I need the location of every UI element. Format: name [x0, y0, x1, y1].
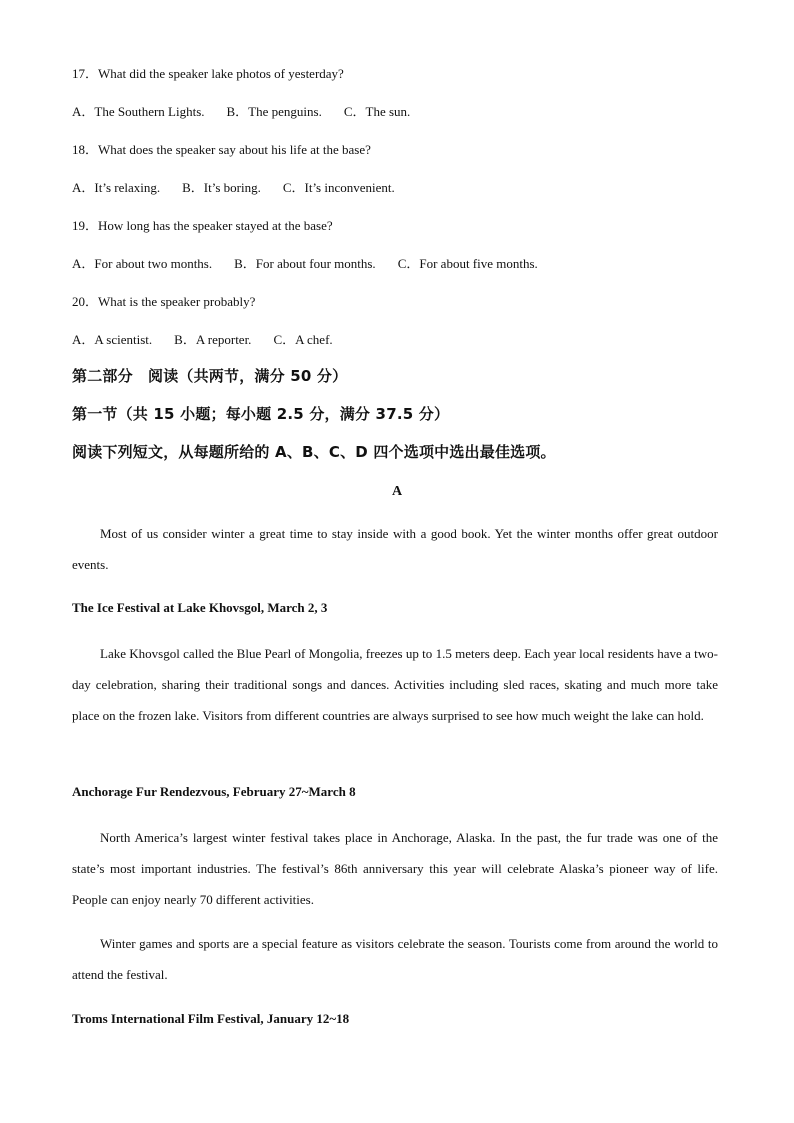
- q17-option-b: B．The penguins.: [226, 104, 322, 119]
- reading-instruction: 阅读下列短文，从每题所给的 A、B、C、D 四个选项中选出最佳选项。: [72, 443, 556, 461]
- paragraph-ice-festival: [72, 638, 718, 731]
- question-17-stem: 17．What did the speaker lake photos of yesterday?: [72, 66, 344, 81]
- section-one-title: 第一节（共 15 小题；每小题 2.5 分，满分 37.5 分）: [72, 405, 450, 423]
- passage-intro: [72, 518, 718, 580]
- question-20-options: [72, 332, 333, 348]
- event-heading-film-festival: Troms International Film Festival, January 12~18: [72, 1011, 350, 1026]
- q17-option-c: C．The sun.: [343, 104, 411, 119]
- q18-option-c: C．It’s inconvenient.: [282, 180, 395, 195]
- q20-option-c: C．A chef.: [273, 332, 333, 347]
- q20-option-a: A．A scientist.: [72, 332, 153, 347]
- q19-option-c: C．For about five months.: [397, 256, 538, 271]
- question-19-options: [72, 256, 538, 272]
- question-18-options: [72, 180, 395, 196]
- question-18-stem: 18．What does the speaker say about his life at the base?: [72, 142, 371, 157]
- question-17-options: [72, 104, 410, 120]
- passage-label: A: [391, 484, 403, 499]
- question-20-stem: 20．What is the speaker probably?: [72, 294, 256, 309]
- q20-option-b: B．A reporter.: [174, 332, 252, 347]
- passage-intro-text: Most of us consider winter a great time to stay inside with a good book. Yet the winter months offer great outdoor events.: [72, 526, 718, 572]
- q19-option-b: B．For about four months.: [234, 256, 376, 271]
- paragraph-fur-rendezvous: [72, 822, 718, 915]
- paragraph-winter-games: [72, 928, 718, 990]
- event-heading-fur-rendezvous: Anchorage Fur Rendezvous, February 27~March 8: [72, 784, 356, 799]
- q17-option-a: A．The Southern Lights.: [72, 104, 205, 119]
- question-19-stem: 19．How long has the speaker stayed at the base?: [72, 218, 333, 233]
- q18-option-b: B．It’s boring.: [182, 180, 261, 195]
- paragraph-winter-games-text: Winter games and sports are a special feature as visitors celebrate the season. Tourists come from around the world to attend the festival.: [72, 936, 718, 982]
- event-heading-ice-festival: The Ice Festival at Lake Khovsgol, March 2, 3: [72, 600, 328, 615]
- q18-option-a: A．It’s relaxing.: [72, 180, 161, 195]
- paragraph-ice-festival-text: Lake Khovsgol called the Blue Pearl of Mongolia, freezes up to 1.5 meters deep. Each year local residents have a two-day celebration, sharing their traditional songs and dances. Activities including sled races, skating and much more take place on the frozen lake. Visitors from different countries are always surprised to see how much weight the lake can hold.: [72, 646, 718, 723]
- q19-option-a: A．For about two months.: [72, 256, 213, 271]
- part-two-title: 第二部分 阅读（共两节，满分 50 分）: [72, 367, 348, 385]
- paragraph-fur-rendezvous-text: North America’s largest winter festival takes place in Anchorage, Alaska. In the past, the fur trade was one of the state’s most important industries. The festival’s 86th anniversary this year will celebrate Alaska’s pioneer way of life. People can enjoy nearly 70 different activities.: [72, 830, 718, 907]
